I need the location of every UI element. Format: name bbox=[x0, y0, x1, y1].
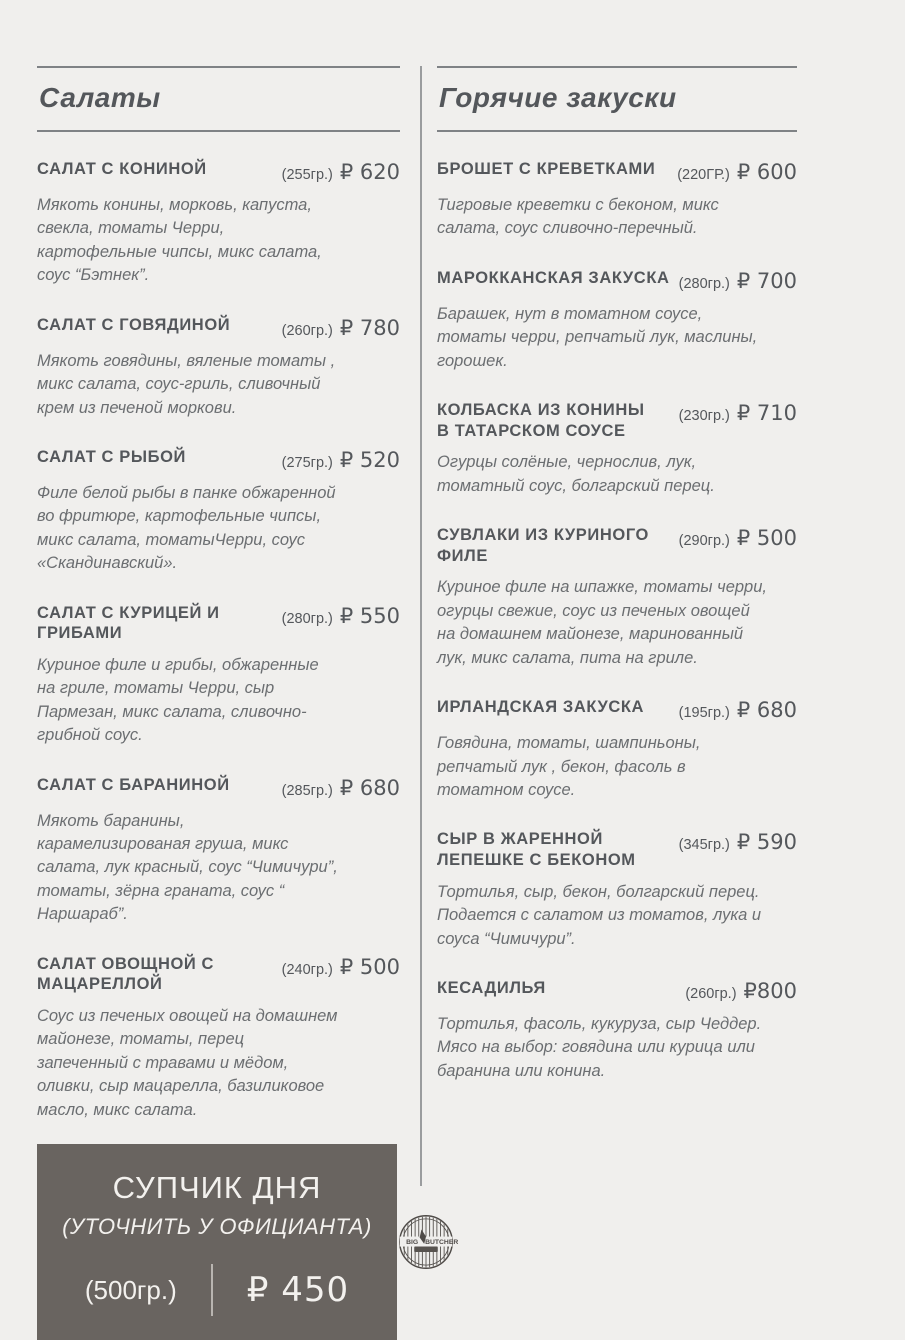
item-weight: (255гр.) bbox=[281, 167, 333, 183]
menu-item bbox=[437, 978, 797, 1083]
item-weight: (240гр.) bbox=[281, 961, 333, 978]
logo-word1: BIG bbox=[406, 1238, 419, 1246]
item-description: Куриное филе на шпажке, томаты черри, огурцы свежие, соус из печеных овощей на домашнем майонезе, маринованный лук, микс салата, пита на гриле. bbox=[437, 578, 767, 667]
item-description: Филе белой рыбы в панке обжаренной во фритюре, картофельные чипсы, микс салата, томатыЧерри, соус «Скандинавский». bbox=[37, 483, 336, 573]
header-rule-bottom bbox=[37, 130, 400, 132]
section-title-hot-appetizers: Горячие закуски bbox=[439, 82, 677, 113]
menu-item bbox=[437, 268, 797, 373]
item-name: СУВЛАКИ ИЗ КУРИНОГО ФИЛЕ bbox=[437, 526, 649, 565]
item-weight: (280гр.) bbox=[678, 275, 730, 292]
soup-price: ₽ 450 bbox=[246, 1270, 350, 1311]
item-weight: (230гр.) bbox=[678, 408, 730, 425]
menu-item bbox=[437, 525, 797, 670]
item-name: КОЛБАСКА ИЗ КОНИНЫ В ТАТАРСКОМ СОУСЕ bbox=[437, 401, 645, 440]
item-weight: (275гр.) bbox=[281, 454, 333, 471]
item-price: ₽ 780 bbox=[339, 315, 400, 340]
item-name: ИРЛАНДСКАЯ ЗАКУСКА bbox=[437, 698, 645, 717]
item-name: МАРОККАНСКАЯ ЗАКУСКА bbox=[437, 268, 670, 287]
salads-column bbox=[37, 66, 400, 1340]
menu-item bbox=[437, 697, 797, 802]
item-price: ₽ 500 bbox=[736, 526, 797, 551]
section-title-salads: Салаты bbox=[39, 82, 161, 113]
item-description: Мякоть конины, морковь, капуста, свекла, томаты Черри, картофельные чипсы, микс салата, соус “Бэтнек”. bbox=[37, 196, 322, 285]
item-price: ₽ 620 bbox=[339, 160, 400, 184]
item-name: КЕСАДИЛЬЯ bbox=[437, 978, 546, 997]
menu-item bbox=[37, 315, 400, 420]
hot-appetizers-column bbox=[437, 66, 797, 1083]
menu-item bbox=[37, 603, 400, 748]
item-price: ₽ 500 bbox=[339, 954, 400, 979]
menu-item bbox=[37, 447, 400, 576]
menu-item bbox=[437, 159, 797, 241]
item-description: Тигровые креветки с беконом, микс салата, соус сливочно-перечный. bbox=[437, 196, 719, 238]
menu-item bbox=[437, 400, 797, 498]
soup-separator bbox=[211, 1264, 213, 1316]
item-weight: (290гр.) bbox=[678, 533, 730, 550]
item-weight: (260гр.) bbox=[281, 322, 333, 339]
item-price: ₽ 550 bbox=[339, 603, 400, 628]
item-price: ₽ 700 bbox=[736, 268, 797, 293]
item-name: САЛАТ С КОНИНОЙ bbox=[37, 160, 207, 178]
item-description: Тортилья, фасоль, кукуруза, сыр Чеддер. Мясо на выбор: говядина или курица или баранина или конина. bbox=[437, 1014, 762, 1080]
menu-item bbox=[37, 954, 400, 1122]
item-description: Тортилья, сыр, бекон, болгарский перец. Подается с салатом из томатов, лука и соуса “Чимичури”. bbox=[437, 882, 762, 948]
item-weight: (195гр.) bbox=[678, 705, 730, 722]
item-description: Мякоть баранины, карамелизированая груша, микс салата, лук красный, соус “Чимичури”, томаты, зёрна граната, соус “ Наршараб”. bbox=[37, 811, 338, 924]
item-weight: (220ГР.) bbox=[677, 167, 730, 183]
item-description: Мякоть говядины, вяленые томаты , микс салата, соус-гриль, сливочный крем из печеной моркови. bbox=[37, 351, 336, 417]
item-description: Огурцы солёные, чернослив, лук, томатный соус, болгарский перец. bbox=[437, 453, 715, 495]
soup-subtitle: (УТОЧНИТЬ У ОФИЦИАНТА) bbox=[62, 1214, 372, 1240]
soup-weight: (500гр.) bbox=[84, 1274, 177, 1305]
item-price: ₽800 bbox=[743, 978, 797, 1003]
item-name: САЛАТ С КУРИЦЕЙ И ГРИБАМИ bbox=[37, 603, 220, 643]
item-price: ₽ 680 bbox=[736, 698, 797, 723]
grill-stamp-icon bbox=[397, 1213, 459, 1271]
item-weight: (285гр.) bbox=[281, 782, 333, 799]
item-name: СЫР В ЖАРЕННОЙ ЛЕПЕШКЕ С БЕКОНОМ bbox=[437, 830, 636, 870]
menu-item bbox=[37, 159, 400, 288]
item-weight: (345гр.) bbox=[678, 837, 730, 854]
menu-item bbox=[37, 775, 400, 927]
column-divider bbox=[420, 66, 422, 1186]
logo-banner bbox=[414, 1247, 438, 1252]
item-name: САЛАТ ОВОЩНОЙ С МАЦАРЕЛЛОЙ bbox=[37, 954, 215, 994]
item-price: ₽ 710 bbox=[736, 401, 797, 426]
header-rule-bottom bbox=[437, 130, 797, 132]
soup-title: СУПЧИК ДНЯ bbox=[112, 1170, 322, 1206]
item-weight: (260гр.) bbox=[685, 985, 737, 1002]
item-description: Соус из печеных овощей на домашнем майонезе, томаты, перец запеченный с травами и мёдом, оливки, сыр мацарелла, базиликовое масло, микс салата. bbox=[37, 1006, 338, 1119]
big-butcher-logo bbox=[397, 1213, 459, 1271]
item-name: САЛАТ С РЫБОЙ bbox=[37, 447, 186, 466]
item-name: САЛАТ С БАРАНИНОЙ bbox=[37, 775, 230, 794]
item-name: БРОШЕТ С КРЕВЕТКАМИ bbox=[437, 160, 656, 178]
item-description: Куриное филе и грибы, обжаренные на гриле, томаты Черри, сыр Пармезан, микс салата, сливочно-грибной соус. bbox=[37, 655, 319, 745]
item-name: САЛАТ С ГОВЯДИНОЙ bbox=[37, 315, 231, 334]
item-description: Барашек, нут в томатном соусе, томаты черри, репчатый лук, маслины, горошек. bbox=[437, 304, 758, 370]
item-price: ₽ 600 bbox=[736, 160, 797, 184]
item-description: Говядина, томаты, шампиньоны, репчатый лук , бекон, фасоль в томатном соусе. bbox=[437, 734, 701, 799]
item-price: ₽ 680 bbox=[339, 775, 400, 800]
item-price: ₽ 590 bbox=[736, 830, 797, 855]
soup-of-the-day-box bbox=[37, 1144, 397, 1340]
item-price: ₽ 520 bbox=[339, 447, 400, 472]
menu-item bbox=[437, 829, 797, 951]
logo-word2: BUTCHER bbox=[425, 1238, 459, 1246]
item-weight: (280гр.) bbox=[281, 610, 333, 627]
